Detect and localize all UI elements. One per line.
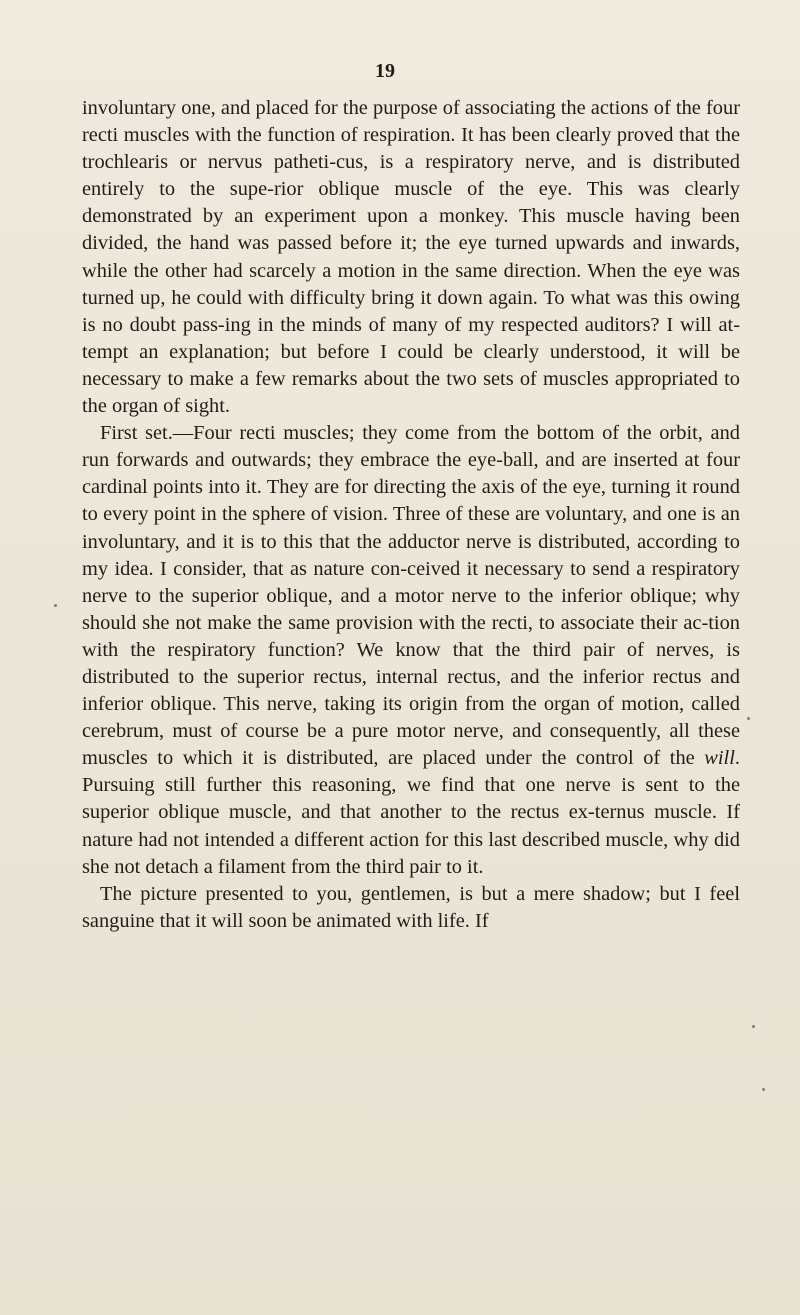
margin-speck [747,717,750,720]
paragraph-2-text: First set.—Four recti muscles; they come from the bottom of the orbit, and run forwards and outwards; they embrace the eye-ball, and are inserted at four cardinal points into it. They are for directing the axis of the eye, turning it round to every point in the sphere of vision. Three of these are voluntary, and one is an involuntary, and it is to this that the adductor nerve is distributed, according to my idea. I consider, that as nature con-ceived it necessary to send a respiratory nerve to the superior oblique, and a motor nerve to the inferior oblique; why should she not make the same provision with the recti, to associate their ac-tion with the respiratory function? We know that the third pair of nerves, is distributed to the superior rectus, internal rectus, and the inferior rectus and inferior oblique. This nerve, taking its origin from the organ of motion, called cerebrum, must of course be a pure motor nerve, and consequently, all these muscles to which it is distributed, are placed under the control of the [82,422,740,770]
paragraph-1: involuntary one, and placed for the purpose of associating the actions of the four recti muscles with the function of respiration. It has been clearly proved that the trochlearis or nervus patheti-cus, is a respiratory nerve, and is distributed entirely to the supe-rior oblique muscle of the eye. This was clearly demonstrated by an experiment upon a monkey. This muscle having been divided, the hand was passed before it; the eye turned upwards and inwards, while the other had scarcely a motion in the same direction. When the eye was turned up, he could with difficulty bring it down again. To what was this owing is no doubt pass-ing in the minds of many of my respected auditors? I will at-tempt an explanation; but before I could be clearly understood, it will be necessary to make a few remarks about the two sets of muscles appropriated to the organ of sight. [82,97,740,418]
body-text [82,95,740,935]
margin-speck [752,1025,755,1028]
margin-speck [54,604,57,607]
page-number: 19 [375,60,395,82]
paragraph-3: The picture presented to you, gentlemen, is but a mere shadow; but I feel sanguine that it will soon be animated with life. If [82,882,740,932]
paragraph-2 [82,420,740,881]
italic-emphasis: will [704,747,735,770]
paragraph-2-continuation: . Pursuing still further this reasoning, we find that one nerve is sent to the superior oblique muscle, and that another to the rectus ex-ternus muscle. If nature had not intended a different action for this last described muscle, why did she not detach a filament from the third pair to it. [82,747,741,878]
margin-speck [762,1088,765,1091]
